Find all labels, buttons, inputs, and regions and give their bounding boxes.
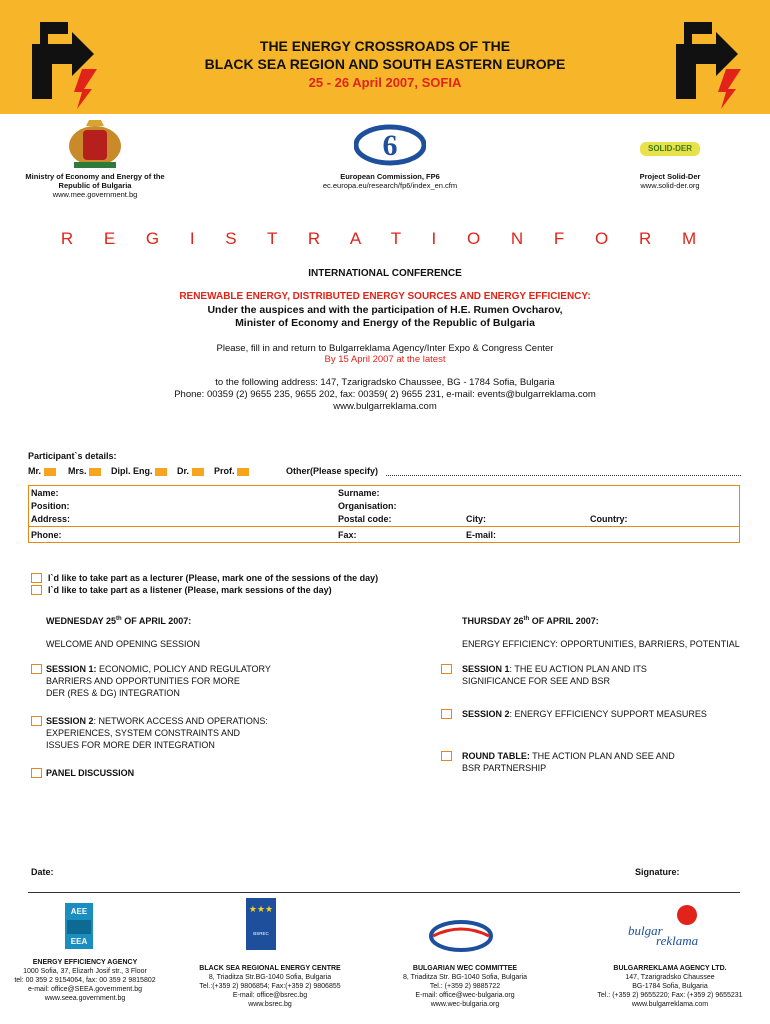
city-field[interactable]: City: (466, 514, 486, 524)
instructions-line1: Please, fill in and return to Bulgarreklama Agency/Inter Expo & Congress Center (216, 343, 554, 354)
day2-session2: SESSION 2: ENERGY EFFICIENCY SUPPORT MEASURES (462, 709, 707, 719)
name-field[interactable]: Name: (31, 488, 59, 498)
lecturer-checkbox[interactable] (31, 573, 42, 583)
sponsor-ec: European Commission, FP6 ec.europa.eu/research/fp6/index_en.cfm (322, 172, 458, 190)
day1-session1-checkbox[interactable] (31, 664, 42, 674)
sponsor-solid-der: Project Solid-Der www.solid-der.org (639, 172, 701, 190)
title-option-mrs[interactable]: Mrs. (68, 466, 101, 476)
title-option-dipl-eng[interactable]: Dipl. Eng. (111, 466, 167, 476)
bulgaria-coat-of-arms (64, 118, 126, 170)
day2-round-table: ROUND TABLE: THE ACTION PLAN AND SEE AND BSR PARTNERSHIP (462, 751, 675, 773)
wec-globe-logo (428, 920, 494, 952)
title-checkbox[interactable] (237, 468, 249, 476)
address-field[interactable]: Address: (31, 514, 71, 524)
eea-logo: AEE EEA (65, 903, 93, 949)
header-title-line1: THE ENERGY CROSSROADS OF THE (259, 38, 511, 54)
website: www.bulgarreklama.com (333, 401, 437, 412)
auspices-line1: Under the auspices and with the participation of H.E. Rumen Ovcharov, (207, 304, 563, 316)
fp6-logo (354, 122, 426, 168)
footer-wec: BULGARIAN WEC COMMITTEE 8, Triaditza Str. BG-1040 Sofia, Bulgaria Tel.: (+359 2) 9885722 E-mail: office@wec-bulgaria.org www.wec-bulgaria.org (402, 965, 528, 1008)
solid-der-logo: SOLID-DER (640, 142, 700, 156)
footer-bsrec: BLACK SEA REGIONAL ENERGY CENTRE 8, Triaditza Str.BG-1040 Sofia, Bulgaria Tel.:(+359 2) 9806854; Fax:(+359 2) 9806855 E-mail: office@bsrec.bg www.bsrec.bg (199, 965, 341, 1008)
address-line2: Phone: 00359 (2) 9655 235, 9655 202, fax: 00359( 2) 9655 231, e-mail: events@bulgarreklama.com (174, 389, 596, 400)
postal-code-field[interactable]: Postal code: (338, 514, 392, 524)
title-checkbox[interactable] (155, 468, 167, 476)
email-field[interactable]: E-mail: (466, 530, 497, 540)
lecturer-label: I`d like to take part as a lecturer (Please, mark one of the sessions of the day) (48, 573, 379, 583)
conference-label: INTERNATIONAL CONFERENCE (308, 268, 462, 279)
footer-eea: ENERGY EFFICIENCY AGENCY 1000 Sofia, 37, Elizarh Josif str., 3 Floor tel: 00 359 2 9154064, fax: 00 359 2 9815802 e-mail: office@SEEA.government.bg www.seea.government.bg (14, 959, 156, 1002)
participant-heading: Participant`s details: (28, 451, 117, 461)
other-title-input[interactable] (386, 475, 741, 476)
bulgarreklama-logo: bulgar reklama (622, 905, 712, 949)
divider (28, 526, 740, 527)
listener-checkbox[interactable] (31, 585, 42, 595)
title-option-mr[interactable]: Mr. (28, 466, 56, 476)
footer-divider (28, 892, 740, 893)
day2-session1-checkbox[interactable] (441, 664, 452, 674)
day1-session2: SESSION 2: NETWORK ACCESS AND OPERATIONS: EXPERIENCES, SYSTEM CONSTRAINTS AND ISSUES FOR MORE DER INTEGRATION (46, 716, 268, 750)
eu-stars-icon: ★★★ (248, 904, 274, 914)
day1-panel-discussion: PANEL DISCUSSION (46, 768, 135, 778)
day2-session2-checkbox[interactable] (441, 709, 452, 719)
day2-opening: ENERGY EFFICIENCY: OPPORTUNITIES, BARRIERS, POTENTIAL (462, 639, 740, 649)
title-checkbox[interactable] (192, 468, 204, 476)
footer-bulgarreklama: BULGARREKLAMA AGENCY LTD. 147, Tzarigradsko Chaussee BG-1784 Sofia, Bulgaria Tel.: (+359 2) 9655220; Fax: (+359 2) 9655231 www.bulgarreklama.com (597, 965, 743, 1008)
sponsor-ministry: Ministry of Economy and Energy of the Republic of Bulgaria www.mee.government.bg (25, 172, 165, 199)
other-title-label: Other(Please specify) (286, 466, 379, 476)
header-title-line2: BLACK SEA REGION AND SOUTH EASTERN EUROPE (204, 56, 566, 72)
country-field[interactable]: Country: (590, 514, 628, 524)
title-option-prof[interactable]: Prof. (214, 466, 249, 476)
position-field[interactable]: Position: (31, 501, 70, 511)
title-checkbox[interactable] (44, 468, 56, 476)
header-date: 25 - 26 April 2007, SOFIA (308, 75, 462, 90)
phone-field[interactable]: Phone: (31, 530, 62, 540)
bsrec-logo: ★★★ BSREC (246, 898, 276, 950)
surname-field[interactable]: Surname: (338, 488, 380, 498)
auspices-line2: Minister of Economy and Energy of the Republic of Bulgaria (235, 317, 535, 329)
form-title: R E G I S T R A T I O N F O R M (60, 229, 710, 248)
svg-text:6: 6 (382, 129, 398, 162)
fax-field[interactable]: Fax: (338, 530, 357, 540)
signature-field[interactable]: Signature: (635, 867, 680, 877)
day1-heading: WEDNESDAY 25th OF APRIL 2007: (46, 616, 192, 626)
deadline: By 15 April 2007 at the latest (324, 354, 446, 365)
organisation-field[interactable]: Organisation: (338, 501, 397, 511)
address-line1: to the following address: 147, Tzarigradsko Chaussee, BG - 1784 Sofia, Bulgaria (215, 377, 555, 388)
day1-opening: WELCOME AND OPENING SESSION (46, 639, 201, 649)
listener-label: I`d like to take part as a listener (Please, mark sessions of the day) (48, 585, 332, 595)
title-checkbox[interactable] (89, 468, 101, 476)
day1-panel-checkbox[interactable] (31, 768, 42, 778)
title-option-dr[interactable]: Dr. (177, 466, 204, 476)
conference-topic: RENEWABLE ENERGY, DISTRIBUTED ENERGY SOURCES AND ENERGY EFFICIENCY: (179, 291, 591, 302)
day2-session1: SESSION 1: THE EU ACTION PLAN AND ITS SIGNIFICANCE FOR SEE AND BSR (462, 664, 647, 686)
day2-round-table-checkbox[interactable] (441, 751, 452, 761)
date-field[interactable]: Date: (31, 867, 54, 877)
day2-heading: THURSDAY 26th OF APRIL 2007: (462, 616, 599, 626)
day1-session2-checkbox[interactable] (31, 716, 42, 726)
day1-session1: SESSION 1: ECONOMIC, POLICY AND REGULATORY BARRIERS AND OPPORTUNITIES FOR MORE DER (RES & DG) INTEGRATION (46, 664, 271, 698)
